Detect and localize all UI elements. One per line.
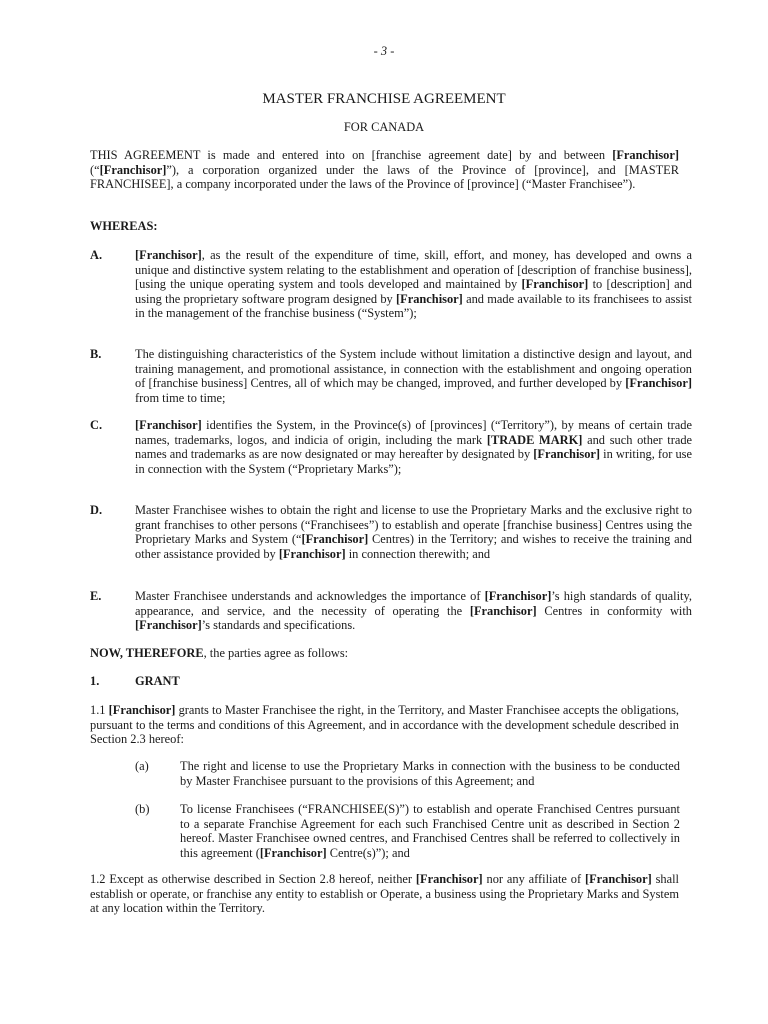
recital-letter: A.	[90, 248, 103, 262]
recital-letter: C.	[90, 418, 103, 432]
clause-1-1: 1.1 [Franchisor] grants to Master Franchisee the right, in the Territory, and Master Franchisee accepts the obligations, pursuant to the terms and conditions of this Agreement, and in accordance with the development schedule described in Section 2.3 hereof:	[90, 703, 679, 747]
whereas-heading: WHEREAS:	[90, 219, 158, 233]
document-subtitle: FOR CANADA	[343, 120, 425, 134]
recital-letter: B.	[90, 347, 102, 361]
page-number: - 3 -	[373, 44, 395, 58]
subclause-marker: (b)	[135, 802, 150, 816]
document-title: MASTER FRANCHISE AGREEMENT	[262, 91, 506, 107]
recital-letter: E.	[90, 589, 102, 603]
recital-letter: D.	[90, 503, 103, 517]
section-label: GRANT	[135, 674, 180, 688]
clause-1-2: 1.2 Except as otherwise described in Section 2.8 hereof, neither [Franchisor] nor any affiliate of [Franchisor] shall establish or operate, or franchise any entity to establish or Operate, a business using the Proprietary Marks and System at any location within the Territory.	[90, 872, 679, 916]
recital-text: [Franchisor], as the result of the expenditure of time, skill, effort, and money, has developed and owns a unique and distinctive system relating to the establishment and operation of [description of franchise business], [using the unique operating system and tools developed and maintained by [Franchisor] to [description] and using the proprietary software program designed by [Franchisor] and made available to its franchisees to assist in the management of the franchise business (“System”);	[135, 248, 692, 321]
intro-paragraph: THIS AGREEMENT is made and entered into on [franchise agreement date] by and between [Franchisor] (“[Franchisor]”), a corporation organized under the laws of the Province of [province], and [MASTER FRANCHISEE], a company incorporated under the laws of the Province of [province] (“Master Franchisee”).	[90, 148, 679, 192]
section-number: 1.	[90, 674, 100, 688]
subclause-marker: (a)	[135, 759, 149, 773]
subclause-text: To license Franchisees (“FRANCHISEE(S)”) to establish and operate Franchised Centres pursuant to a separate Franchise Agreement for each such Franchised Centre unit as described in Section 2 hereof. Master Franchisee owned centres, and Franchised Centres shall be referred to collectively in this agreement ([Franchisor] Centre(s)”); and	[180, 802, 680, 860]
recital-text: Master Franchisee wishes to obtain the right and license to use the Proprietary Marks and the exclusive right to grant franchises to other persons (“Franchisees”) to establish and operate [franchise business] Centres using the Proprietary Marks and System (“[Franchisor] Centres) in the Territory; and wishes to receive the training and other assistance provided by [Franchisor] in connection therewith; and	[135, 503, 692, 561]
recital-text: The distinguishing characteristics of the System include without limitation a distinctive design and layout, and training management, and promotional assistance, in connection with the establishment and ongoing operation of [franchise business] Centres, all of which may be changed, improved, and further developed by [Franchisor] from time to time;	[135, 347, 692, 405]
subclause-text: The right and license to use the Proprietary Marks in connection with the business to be conducted by Master Franchisee pursuant to the provisions of this Agreement; and	[180, 759, 680, 788]
recital-text: Master Franchisee understands and acknowledges the importance of [Franchisor]’s high standards of quality, appearance, and service, and the necessity of operating the [Franchisor] Centres in conformity with [Franchisor]’s standards and specifications.	[135, 589, 692, 633]
now-therefore-paragraph: NOW, THEREFORE, the parties agree as follows:	[90, 646, 349, 660]
recital-text: [Franchisor] identifies the System, in the Province(s) of [provinces] (“Territory”), by means of certain trade names, trademarks, logos, and indicia of origin, including the mark [TRADE MARK] and such other trade names and trademarks as are now designated or may hereafter by designated by [Franchisor] in writing, for use in connection with the System (“Proprietary Marks”);	[135, 418, 693, 476]
